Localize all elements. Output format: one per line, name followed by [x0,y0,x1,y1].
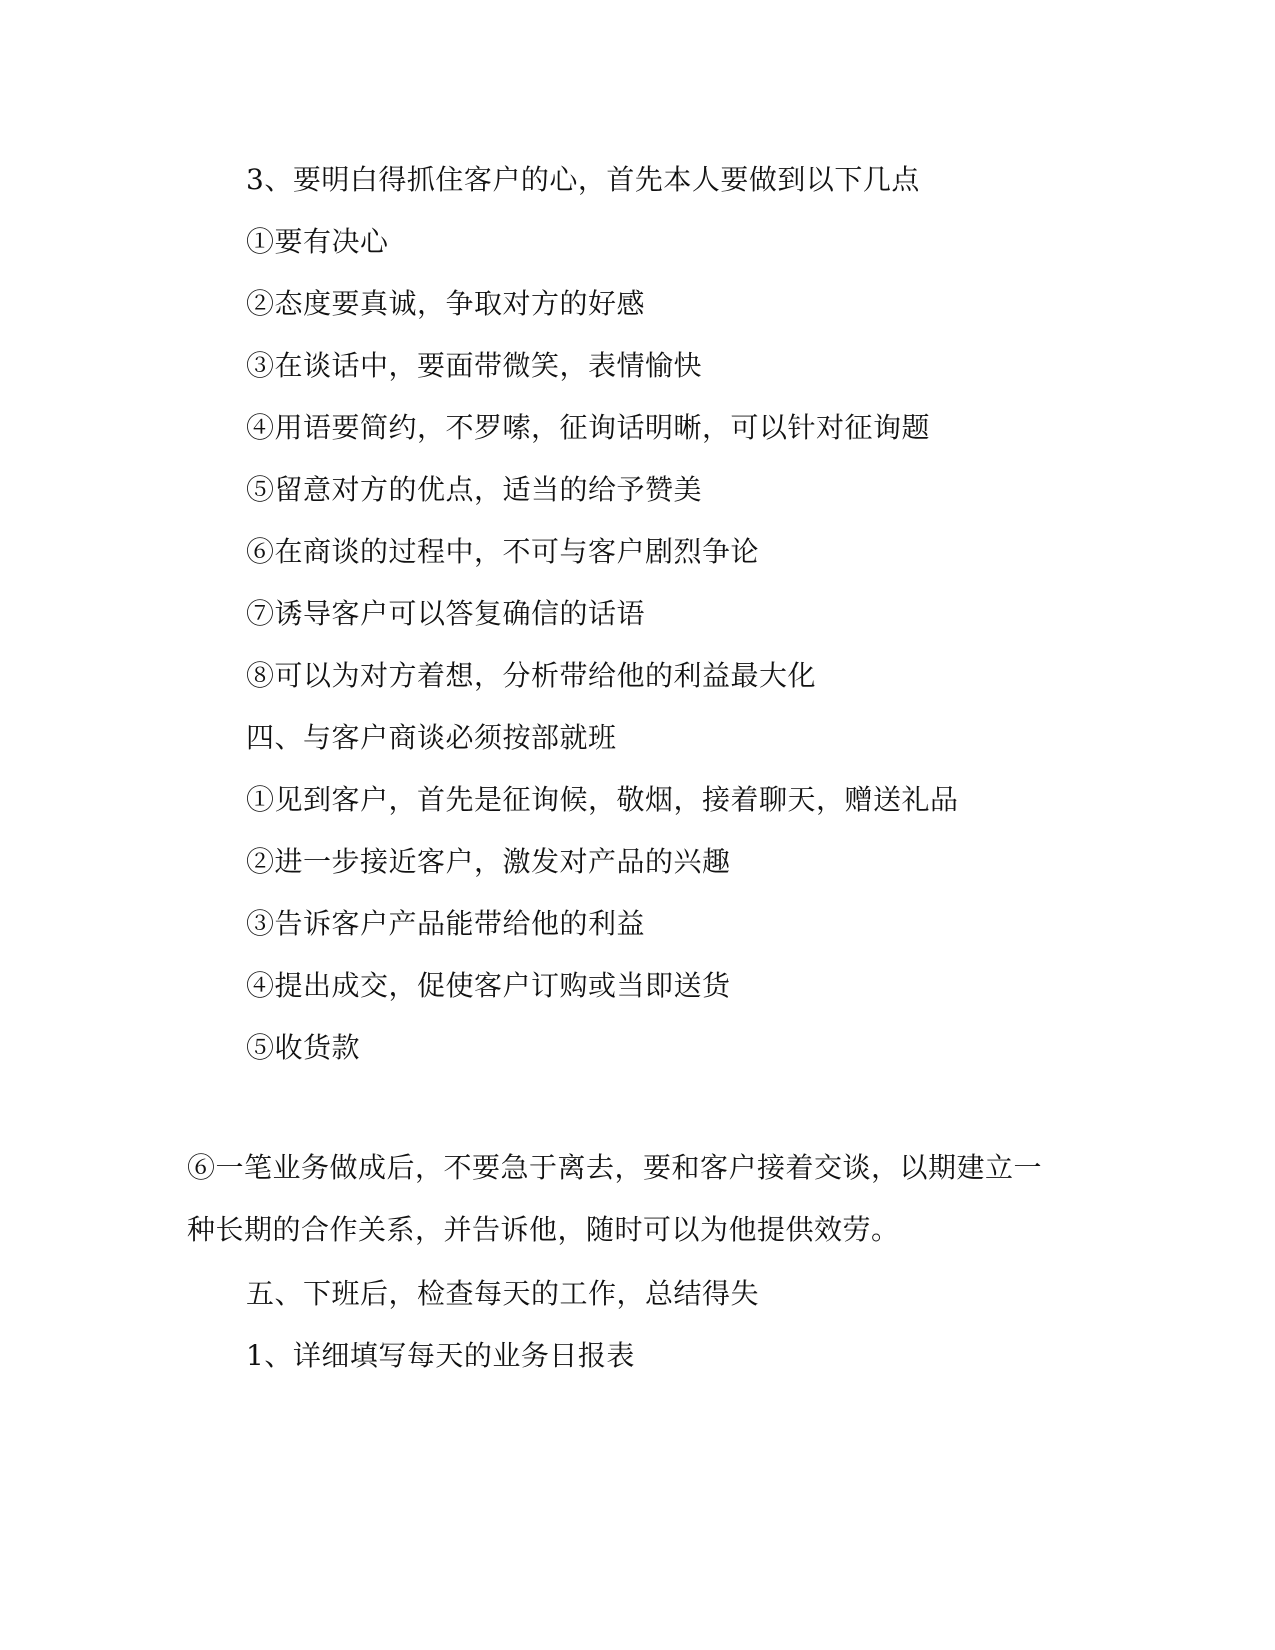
list-item: ①见到客户，首先是征询候，敬烟，接着聊天，赠送礼品 [246,783,959,816]
section-3-heading: 3、要明白得抓住客户的心，首先本人要做到以下几点 [246,163,920,196]
list-item: ②态度要真诚，争取对方的好感 [246,287,646,320]
list-item: 1、详细填写每天的业务日报表 [246,1339,635,1372]
list-item: ②进一步接近客户，激发对产品的兴趣 [246,845,731,878]
section-4-heading: 四、与客户商谈必须按部就班 [246,721,617,754]
section-5-heading: 五、下班后，检查每天的工作，总结得失 [246,1277,760,1310]
list-item: ⑤留意对方的优点，适当的给予赞美 [246,473,703,506]
list-item: ③告诉客户产品能带给他的利益 [246,907,646,940]
list-item: ⑦诱导客户可以答复确信的话语 [246,597,646,630]
list-item: ①要有决心 [246,225,389,258]
paragraph-line: 种长期的合作关系，并告诉他，随时可以为他提供效劳。 [187,1213,900,1246]
list-item: ③在谈话中，要面带微笑，表情愉快 [246,349,703,382]
list-item: ④提出成交，促使客户订购或当即送货 [246,969,731,1002]
list-item: ⑥在商谈的过程中，不可与客户剧烈争论 [246,535,760,568]
list-item: ④用语要简约，不罗嗦，征询话明晰，可以针对征询题 [246,411,931,444]
list-item: ⑧可以为对方着想，分析带给他的利益最大化 [246,659,817,692]
list-item: ⑤收货款 [246,1031,361,1064]
paragraph-line: ⑥一笔业务做成后，不要急于离去，要和客户接着交谈，以期建立一 [187,1151,1043,1184]
